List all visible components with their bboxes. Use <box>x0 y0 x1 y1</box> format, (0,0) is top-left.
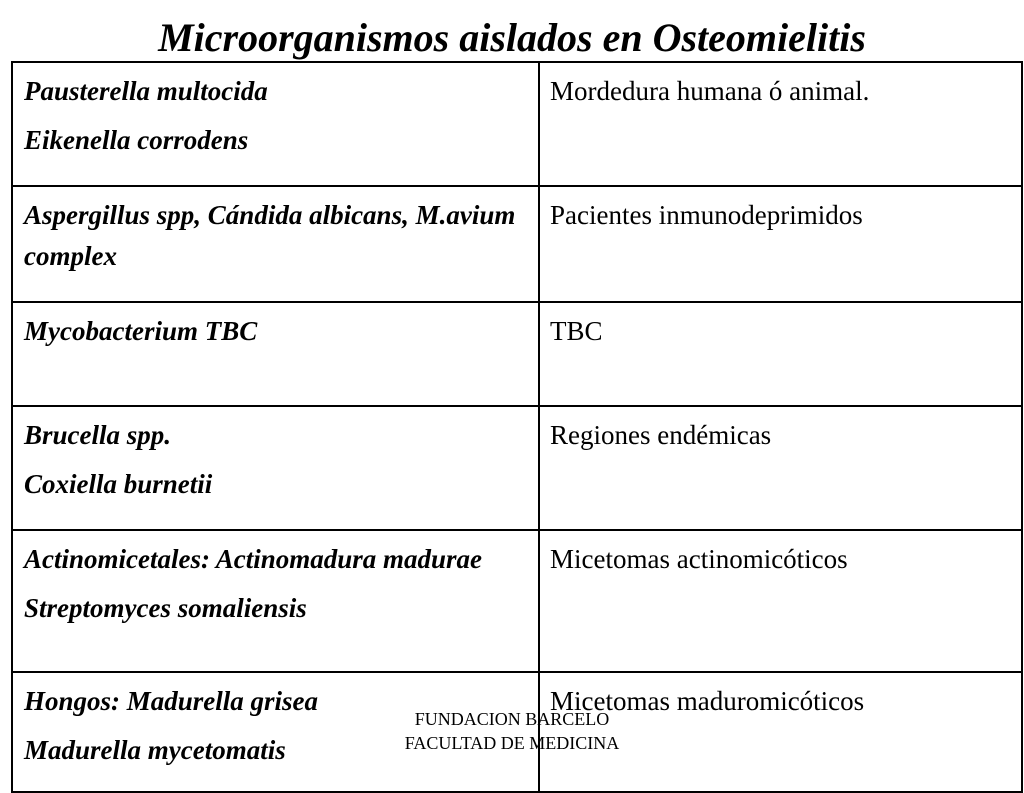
table-row <box>12 406 1022 530</box>
footer-institution <box>380 707 644 755</box>
organism-name: Coxiella burnetii <box>24 469 213 499</box>
context-text: Micetomas actinomicóticos <box>550 544 848 574</box>
footer-line: FACULTAD DE MEDICINA <box>404 733 620 753</box>
organism-cell <box>12 530 539 672</box>
context-cell <box>539 406 1022 530</box>
organism-name: Streptomyces somaliensis <box>24 593 307 623</box>
context-text: Regiones endémicas <box>550 420 772 450</box>
organism-table <box>11 61 1023 781</box>
organism-cell <box>12 186 539 302</box>
context-text: TBC <box>550 316 603 346</box>
context-text: Micetomas maduromicóticos <box>550 686 865 716</box>
organism-name: Actinomicetales: Actinomadura madurae <box>24 544 483 574</box>
organism-name: Eikenella corrodens <box>24 125 249 155</box>
footer-line: FUNDACION BARCELO <box>414 709 610 729</box>
table-row <box>12 62 1022 186</box>
organism-cell <box>12 302 539 406</box>
organism-name: Brucella spp. <box>24 420 172 450</box>
context-text: Pacientes inmunodeprimidos <box>550 200 863 230</box>
organism-name: Hongos: Madurella grisea <box>24 686 319 716</box>
organism-name: Madurella mycetomatis <box>24 735 286 765</box>
organism-name: Pausterella multocida <box>24 76 268 106</box>
table-row <box>12 186 1022 302</box>
slide-title: Microorganismos aislados en Osteomielitis <box>158 15 866 60</box>
context-cell <box>539 186 1022 302</box>
table-row <box>12 530 1022 672</box>
context-cell <box>539 302 1022 406</box>
context-cell <box>539 62 1022 186</box>
organism-name: Mycobacterium TBC <box>24 316 258 346</box>
context-text: Mordedura humana ó animal. <box>550 76 870 106</box>
organism-cell <box>12 62 539 186</box>
table-row <box>12 302 1022 406</box>
context-cell <box>539 530 1022 672</box>
organism-name: Aspergillus spp, Cándida albicans, M.avium complex <box>24 200 516 271</box>
organism-cell <box>12 406 539 530</box>
